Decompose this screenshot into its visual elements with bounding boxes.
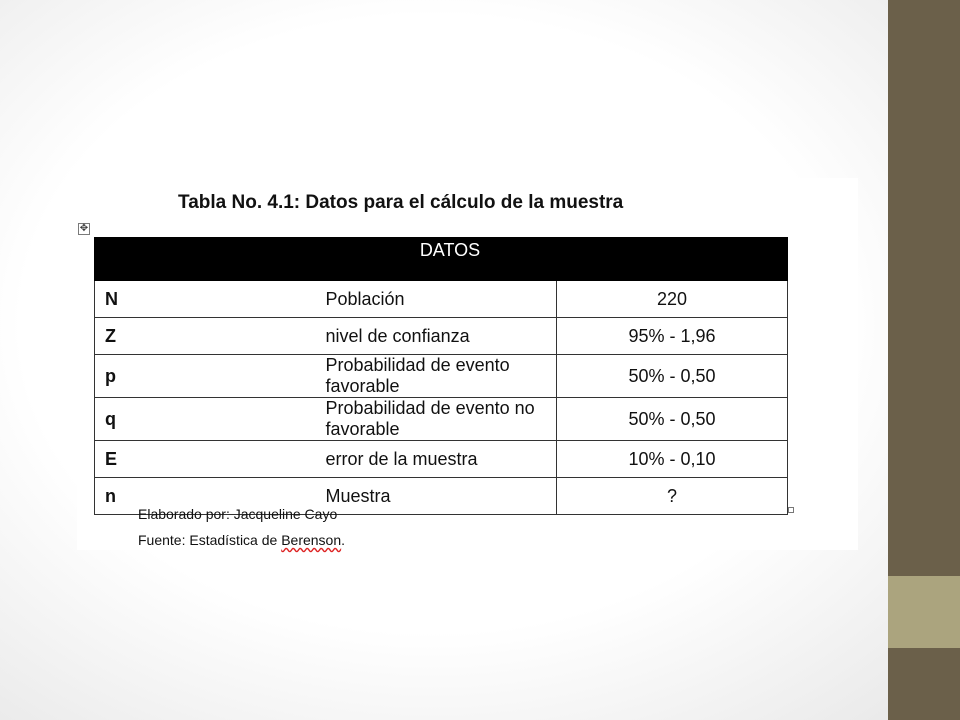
footnote-source-name: Berenson: [281, 532, 342, 548]
row-symbol: p: [95, 355, 326, 398]
row-label: error de la muestra: [326, 441, 557, 478]
row-label: nivel de confianza: [326, 318, 557, 355]
footnote-author: Elaborado por: Jacqueline Cayo: [138, 506, 338, 522]
table-title: Tabla No. 4.1: Datos para el cálculo de la muestra: [178, 192, 624, 213]
table-row: [95, 318, 788, 355]
row-label: Probabilidad de evento favorable: [326, 355, 557, 398]
data-table: [94, 237, 788, 515]
table-row: [95, 441, 788, 478]
row-label: Probabilidad de evento no favorable: [326, 398, 557, 441]
table-row: [95, 355, 788, 398]
row-symbol: Z: [95, 318, 326, 355]
table-header-row: [95, 238, 788, 281]
row-label: Población: [326, 281, 557, 318]
row-value: ?: [557, 478, 788, 515]
move-arrows-icon[interactable]: ✥: [79, 223, 89, 234]
row-value: 50% - 0,50: [557, 398, 788, 441]
footnote-source: [138, 532, 345, 548]
row-symbol: q: [95, 398, 326, 441]
table-row: [95, 398, 788, 441]
row-symbol: N: [95, 281, 326, 318]
row-value: 10% - 0,10: [557, 441, 788, 478]
footnote-source-suffix: .: [341, 532, 346, 548]
table-header-label: DATOS: [419, 240, 481, 260]
row-symbol: n: [95, 478, 326, 515]
row-value: 220: [557, 281, 788, 318]
row-value: 95% - 1,96: [557, 318, 788, 355]
table-header: [95, 238, 788, 281]
footnote-source-prefix: Fuente: Estadística de: [138, 532, 282, 548]
row-label: Muestra: [326, 478, 557, 515]
row-symbol: E: [95, 441, 326, 478]
row-value: 50% - 0,50: [557, 355, 788, 398]
table-row: [95, 281, 788, 318]
resize-handle-icon[interactable]: [788, 507, 794, 513]
side-accent-block: [888, 576, 960, 648]
